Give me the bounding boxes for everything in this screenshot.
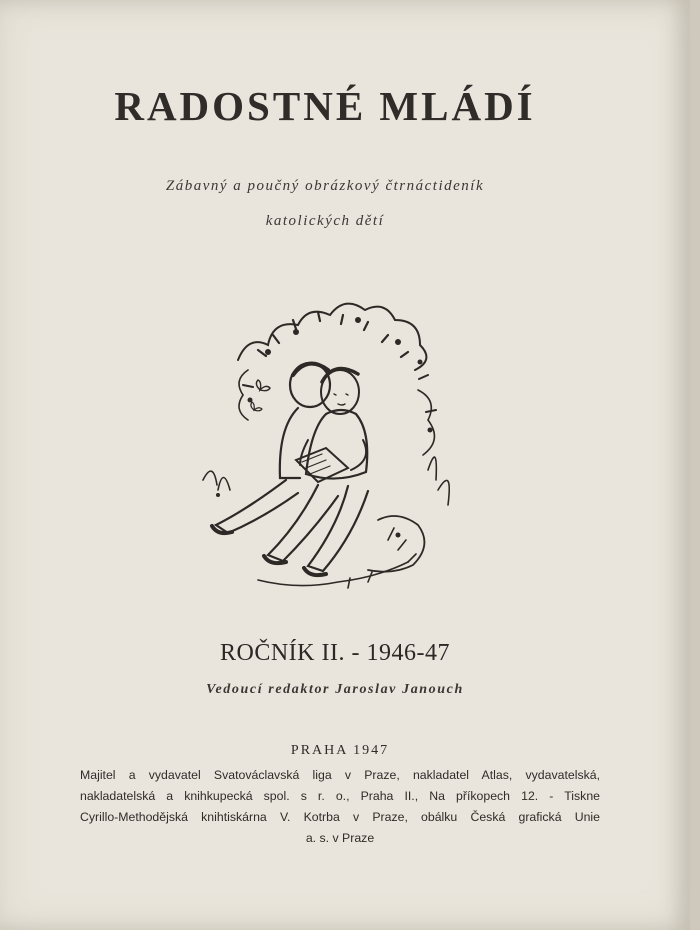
- imprint-line: a. s. v Praze: [305, 831, 375, 845]
- page-edge: [690, 0, 700, 930]
- subtitle-line-1: Zábavný a poučný obrázkový čtrnáctideník: [165, 178, 485, 194]
- children-reading-illustration-icon: [198, 290, 458, 610]
- imprint-block: [80, 765, 600, 849]
- volume-heading: ROČNÍK II. - 1946-47: [220, 640, 450, 666]
- page-title: RADOSTNÉ MLÁDÍ: [114, 83, 536, 129]
- imprint-line: nakladatelská a knihkupecká spol. s r. o., Praha II., Na příkopech 12. - Tiskne: [80, 789, 600, 803]
- subtitle-line-2: katolických dětí: [265, 213, 385, 229]
- imprint-line: Majitel a vydavatel Svatováclavská liga v Praze, nakladatel Atlas, vydavatelská,: [80, 768, 600, 782]
- city-year: PRAHA 1947: [290, 743, 390, 758]
- editor-line: Vedoucí redaktor Jaroslav Janouch: [206, 682, 464, 697]
- imprint-line: Cyrillo-Methodějská knihtiskárna V. Kotrba v Praze, obálku Česká grafická Unie: [80, 810, 600, 824]
